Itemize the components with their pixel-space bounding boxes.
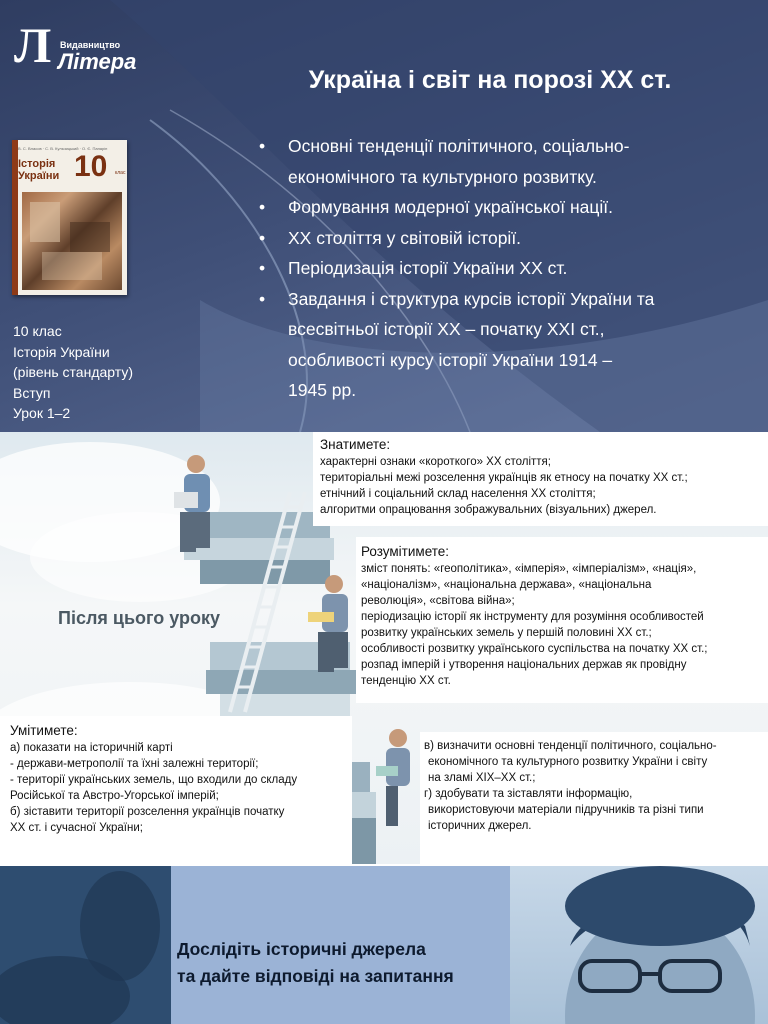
topic-item <box>258 223 748 254</box>
topic-item <box>258 131 748 192</box>
able-line: - території українських земель, що входили до складу <box>10 774 298 786</box>
topic-line: 1945 рр. <box>288 380 357 400</box>
able-cont-line: використовуючи матеріали підручників та різні типи <box>428 804 704 816</box>
slide-3 <box>0 866 768 1024</box>
lesson-subject: Історія України <box>13 343 110 360</box>
know-line: етнічний і соціальний склад населення ХХ століття; <box>320 488 596 500</box>
understand-heading: Розумітимете: <box>361 544 450 559</box>
understand-line: розвитку українських земель у першій половині ХХ ст.; <box>361 627 652 639</box>
understand-line: зміст понять: «геополітика», «імперія», «імперіалізм», «нація», <box>361 563 697 575</box>
topic-line: ХХ століття у світовій історії. <box>288 227 522 248</box>
student-glasses-photo <box>510 866 768 1024</box>
task-line: та дайте відповіді на запитання <box>177 966 454 986</box>
bullet-icon: • <box>259 258 266 278</box>
bullet-icon: • <box>259 227 266 248</box>
understand-line: розпад імперій і утворення національних держав як провідну <box>361 659 687 671</box>
topic-line: Формування модерної української нації. <box>288 197 614 217</box>
able-line: ХХ ст. і сучасної України; <box>10 822 143 834</box>
know-line: характерні ознаки «короткого» ХХ століття; <box>320 456 551 468</box>
understand-line: особливості розвитку українського суспільства на початку ХХ ст.; <box>361 643 708 655</box>
bullet-icon: • <box>259 197 266 217</box>
slide-2 <box>0 432 768 864</box>
understand-line: періодизацію історії як інструменту для розуміння особливостей <box>361 611 704 623</box>
topic-line: економічного та культурного розвитку. <box>288 166 597 187</box>
logo-word: Літера <box>58 49 137 74</box>
lesson-info <box>13 321 133 424</box>
topic-item <box>258 284 748 406</box>
student-portrait-image <box>510 866 768 1024</box>
slide-title: Україна і світ на порозі ХХ ст. <box>308 66 672 94</box>
able-line: б) зіставити території розселення українців початку <box>10 806 285 818</box>
understand-box <box>356 537 768 703</box>
able-heading: Умітимете: <box>10 723 78 738</box>
topics-list <box>258 131 748 406</box>
able-continued-box <box>420 732 768 864</box>
task-text <box>177 936 454 990</box>
lesson-grade: 10 клас <box>13 323 62 339</box>
student-reading-image <box>372 726 420 836</box>
textbook-cover <box>12 140 127 295</box>
able-line: - держави-метрополії та їхні залежні території; <box>10 758 259 770</box>
able-cont-line: історичних джерел. <box>428 820 532 832</box>
topic-line: Завдання і структура курсів історії України та <box>288 288 655 309</box>
know-heading: Знатимете: <box>320 437 391 452</box>
silhouette-image <box>0 866 171 1024</box>
able-cont-line: на зламі ХІХ–ХХ ст.; <box>428 772 536 784</box>
know-box <box>313 432 768 526</box>
publisher-logo <box>14 17 137 74</box>
cover-grade: 10 <box>74 150 108 183</box>
cover-authors: В. С. Власов · С. В. Кульчицький · О. Є. Панарін <box>18 146 108 151</box>
bullet-icon: • <box>259 136 266 156</box>
understand-line: революція», «світова війна»; <box>361 595 515 607</box>
topic-line: Основні тенденції політичного, соціально- <box>288 136 630 156</box>
lesson-level: (рівень стандарту) <box>13 364 133 380</box>
understand-line: «націоналізм», «національна держава», «національна <box>361 579 652 591</box>
topic-line: всесвітньої історії ХХ – початку ХХІ ст., <box>288 319 605 339</box>
bullet-icon: • <box>259 288 266 309</box>
topic-item <box>258 253 748 284</box>
know-line: територіальні межі розселення українців як етносу на початку ХХ ст.; <box>320 472 688 484</box>
know-line: алгоритми опрацювання зображувальних (візуальних) джерел. <box>320 504 657 516</box>
after-lesson-heading: Після цього уроку <box>58 608 221 628</box>
able-line: Російської та Австро-Угорської імперій; <box>10 790 219 802</box>
logo-letter: Л <box>14 17 52 73</box>
topic-line: Періодизація історії України ХХ ст. <box>288 258 568 278</box>
able-cont-line: в) визначити основні тенденції політичного, соціально- <box>424 740 717 752</box>
cover-grade-suffix: клас <box>115 170 126 176</box>
able-cont-line: економічного та культурного розвитку України і світу <box>428 756 708 768</box>
able-line: а) показати на історичній карті <box>10 742 173 754</box>
able-cont-line: г) здобувати та зіставляти інформацію, <box>424 788 633 800</box>
cover-collage-image <box>22 192 122 290</box>
student-with-laptop-image <box>160 452 230 562</box>
slide-1 <box>0 0 768 432</box>
logo-small-text: Видавництво <box>60 40 121 50</box>
lesson-number: Урок 1–2 <box>13 405 71 421</box>
topic-item <box>258 192 748 223</box>
cover-title: Історія України <box>18 158 60 182</box>
lesson-section: Вступ <box>13 384 51 401</box>
task-line: Дослідіть історичні джерела <box>177 939 426 959</box>
topic-line: особливості курсу історії України 1914 – <box>288 349 613 370</box>
able-box <box>0 716 352 864</box>
understand-line: тенденцію ХХ ст. <box>361 675 451 687</box>
